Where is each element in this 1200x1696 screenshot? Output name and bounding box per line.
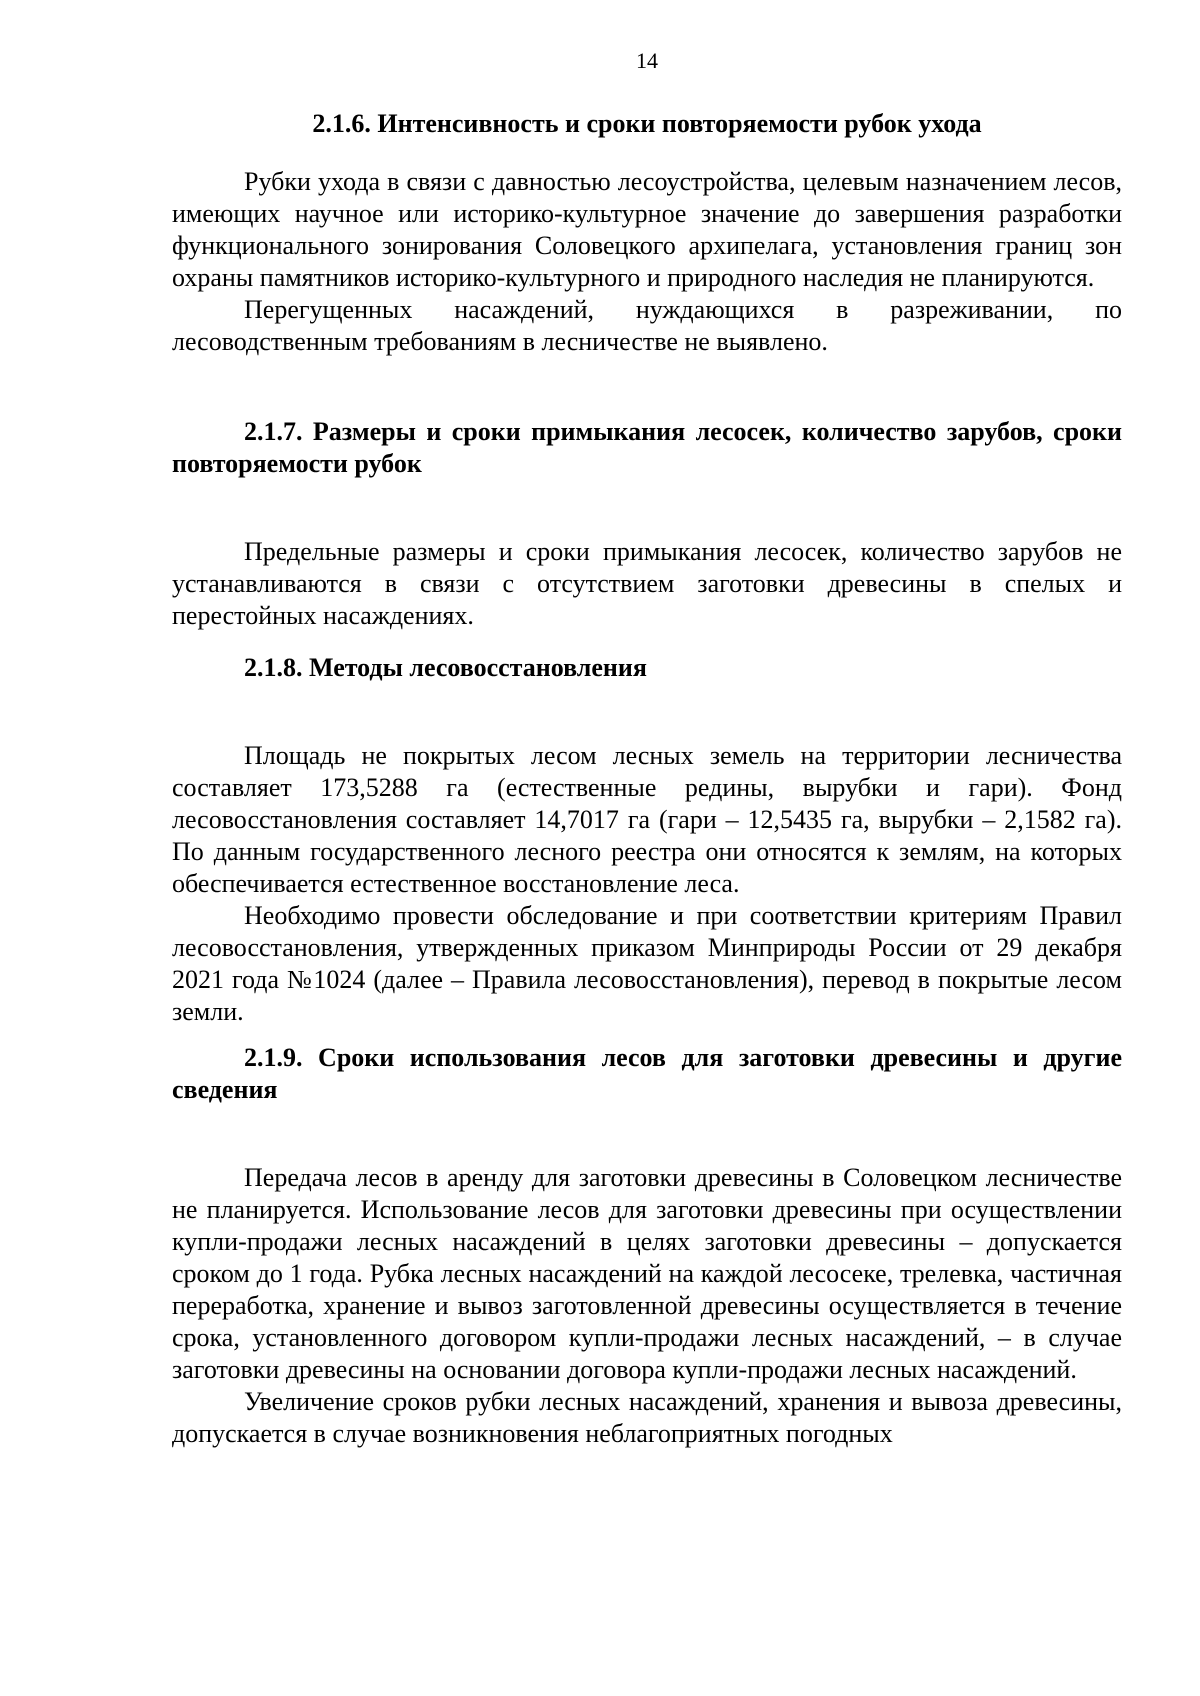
section-2-1-6 [172,108,1122,358]
paragraph: Рубки ухода в связи с давностью лесоустройства, целевым назначением лесов, имеющих научное или историко-культурное значение до завершения разработки функционального зонирования Соловецкого архипелага, установления границ зон охраны памятников историко-культурного и природного наследия не планируются. [172,167,1122,292]
document-page [172,0,1122,1696]
paragraph: Площадь не покрытых лесом лесных земель на территории лесничества составляет 173,5288 га (естественные редины, вырубки и гари). Фонд лесовосстановления составляет 14,7017 га (гари – 12,5435 га, вырубки – 2,1582 га). По данным государственного лесного реестра они относятся к землям, на которых обеспечивается естественное восстановление леса. [172,741,1122,898]
paragraph: Предельные размеры и сроки примыкания лесосек, количество зарубов не устанавливаются в связи с отсутствием заготовки древесины в спелых и перестойных насаждениях. [172,537,1122,630]
paragraph: Необходимо провести обследование и при соответствии критериям Правил лесовосстановления, утвержденных приказом Минприроды России от 29 декабря 2021 года №1024 (далее – Правила лесовосстановления), перевод в покрытые лесом земли. [172,901,1122,1026]
paragraph: Увеличение сроков рубки лесных насаждений, хранения и вывоза древесины, допускается в случае возникновения неблагоприятных погодных [172,1387,1122,1448]
section-heading: 2.1.6. Интенсивность и сроки повторяемости рубок ухода [312,109,982,138]
section-2-1-7 [172,416,1122,632]
section-2-1-9 [172,1042,1122,1450]
page-number: 14 [636,48,658,73]
section-heading: 2.1.9. Сроки использования лесов для заготовки древесины и другие сведения [172,1043,1122,1104]
section-heading: 2.1.7. Размеры и сроки примыкания лесосек, количество зарубов, сроки повторяемости рубок [172,417,1122,478]
paragraph: Перегущенных насаждений, нуждающихся в разреживании, по лесоводственным требованиям в лесничестве не выявлено. [172,295,1122,356]
paragraph: Передача лесов в аренду для заготовки древесины в Соловецком лесничестве не планируется. Использование лесов для заготовки древесины при осуществлении купли-продажи лесных насаждений в целях заготовки древесины – допускается сроком до 1 года. Рубка лесных насаждений на каждой лесосеке, трелевка, частичная переработка, хранение и вывоз заготовленной древесины осуществляется в течение срока, установленного договором купли-продажи лесных насаждений, – в случае заготовки древесины на основании договора купли-продажи лесных насаждений. [172,1163,1122,1384]
section-2-1-8 [172,652,1122,1028]
section-heading: 2.1.8. Методы лесовосстановления [244,653,647,682]
